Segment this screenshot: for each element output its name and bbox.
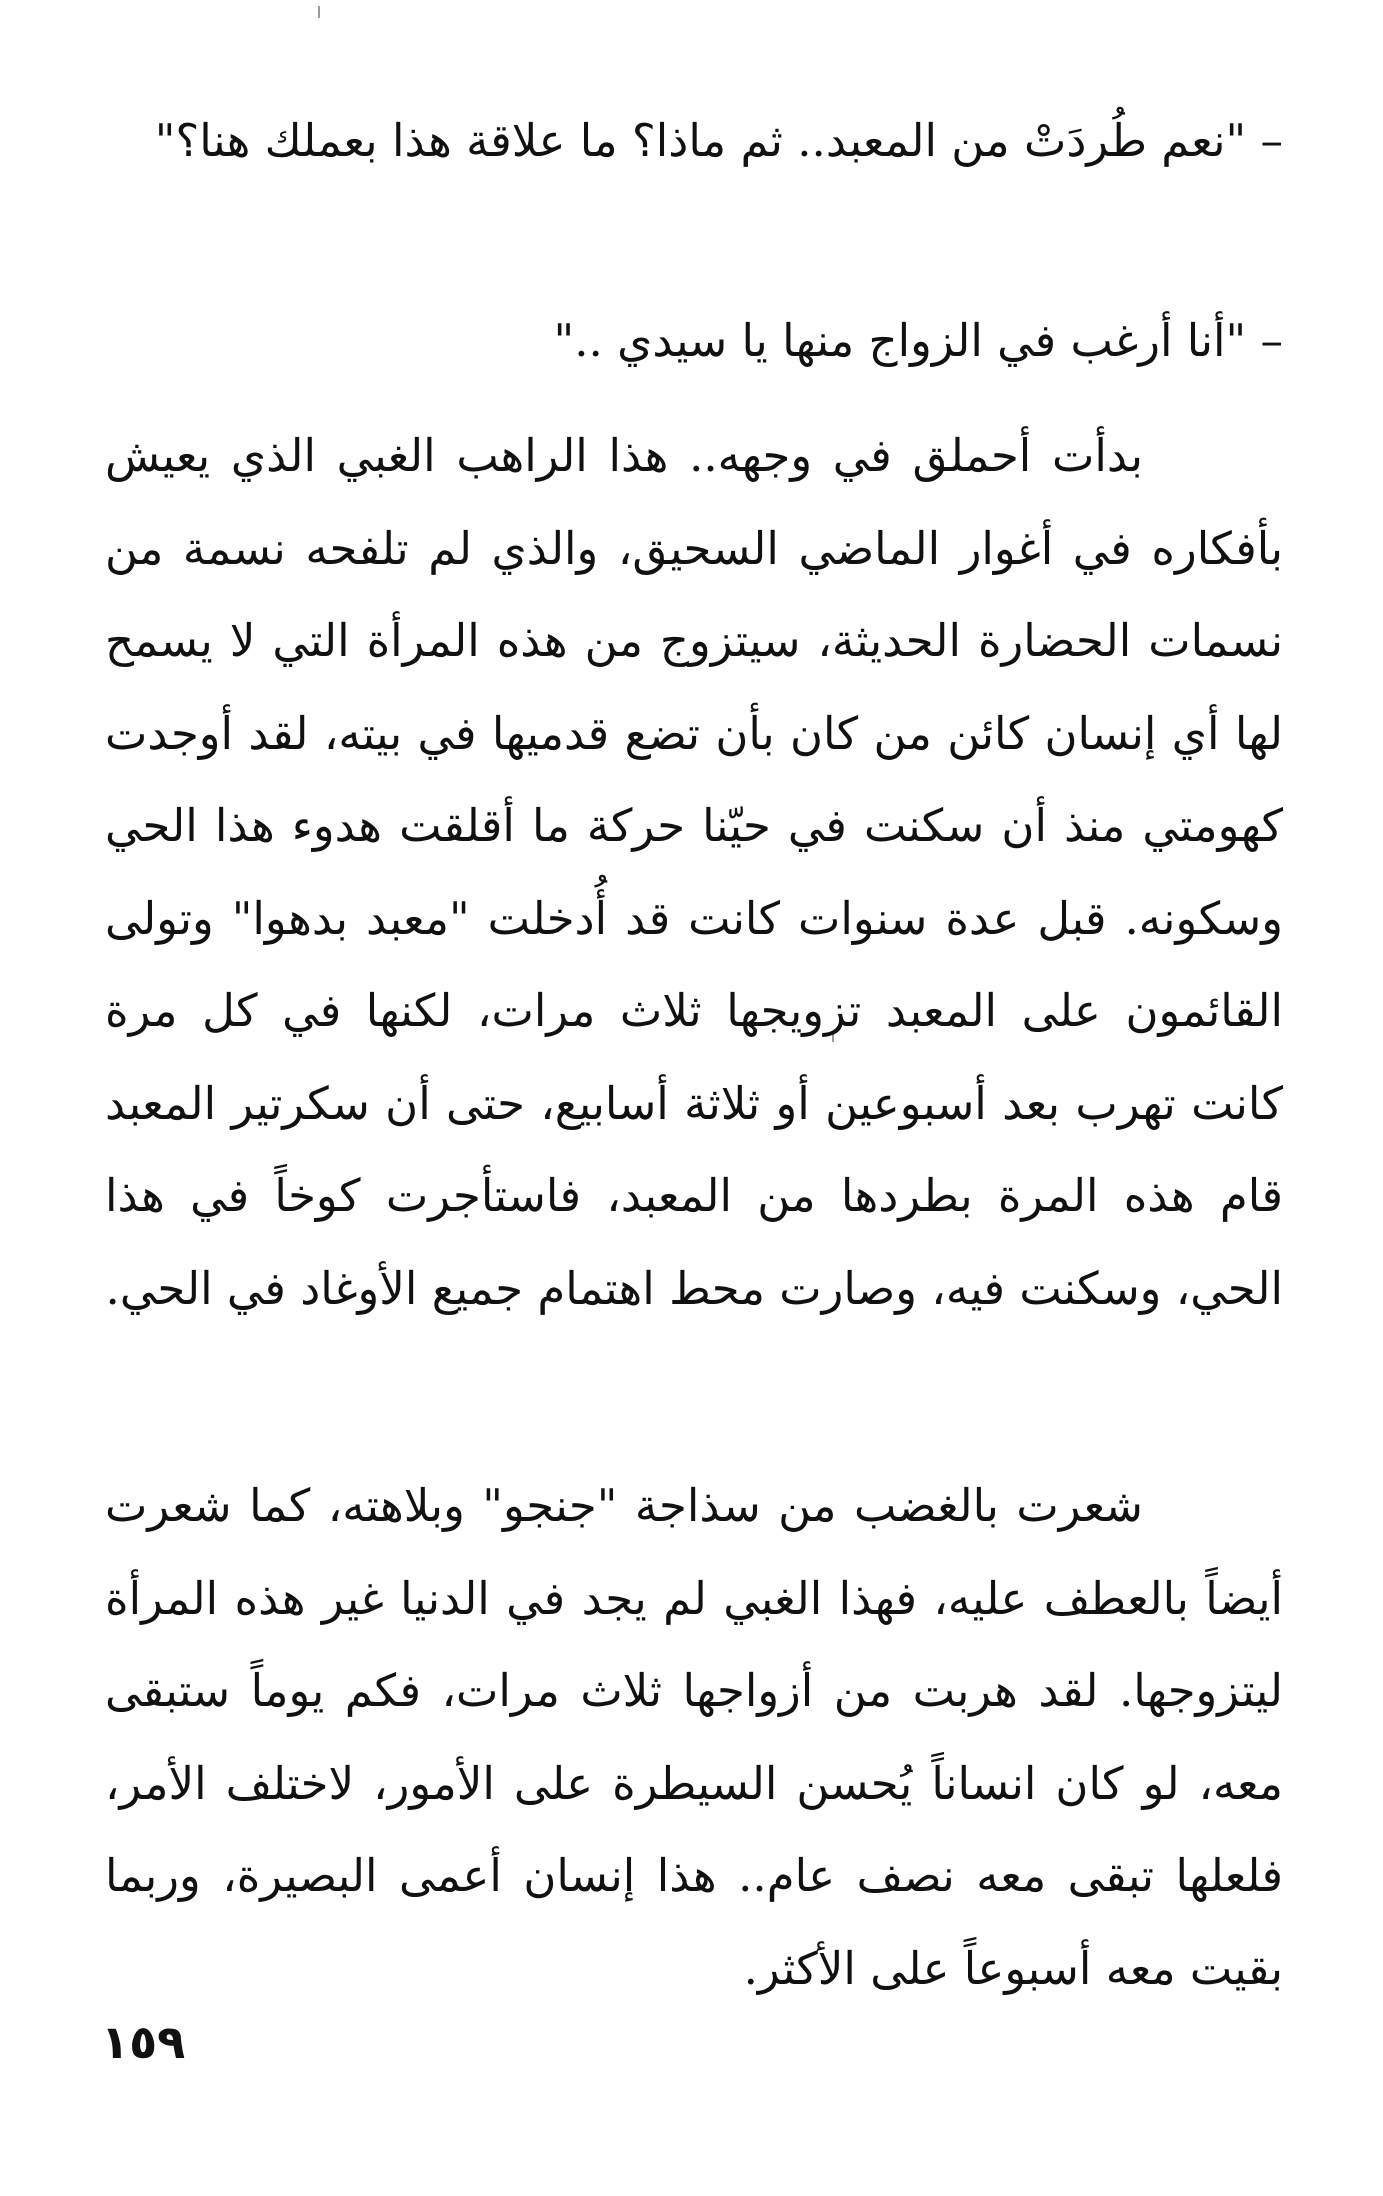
dialogue-line-2: – "أنا أرغب في الزواج منها يا سيدي .." [553,314,1283,367]
scan-speck [318,6,320,18]
body-paragraph-1: بدأت أحملق في وجهه.. هذا الراهب الغبي الذي يعيش بأفكاره في أغوار الماضي السحيق، والذي لم تلفحه نسمة من نسمات الحضارة الحديثة، سيتزوج من هذه المرأة التي لا يسمح لها أي إنسان كائن من كان بأن تضع قدميها في بيته، لقد أوجدت كهومتي منذ أن سكنت في حيّنا حركة ما أقلقت هدوء هذا الحي وسكونه. قبل عدة سنوات كانت قد أُدخلت "معبد بدهوا" وتولى القائمون على المعبد تزويجها ثلاث مرات، لكنها في كل مرة كانت تهرب بعد أسبوعين أو ثلاثة أسابيع، حتى أن سكرتير المعبد قام هذه المرة بطردها من المعبد، فاستأجرت كوخاً في هذا الحي، وسكنت فيه، وصارت محط اهتمام جميع الأوغاد في الحي. [105,429,1283,1315]
dialogue-line-1: – "نعم طُردَتْ من المعبد.. ثم ماذا؟ ما علاقة هذا بعملك هنا؟" [154,114,1283,167]
body-paragraph-2: شعرت بالغضب من سذاجة "جنجو" وبلاهته، كما شعرت أيضاً بالعطف عليه، فهذا الغبي لم يجد في الدنيا غير هذه المرأة ليتزوجها. لقد هربت من أزواجها ثلاث مرات، فكم يوماً ستبقى معه، لو كان انساناً يُحسن السيطرة على الأمور، لاختلف الأمر، فلعلها تبقى معه نصف عام.. هذا إنسان أعمى البصيرة، وربما بقيت معه أسبوعاً على الأكثر. [105,1479,1283,1995]
page-number: ١٥٩ [101,2015,186,2069]
